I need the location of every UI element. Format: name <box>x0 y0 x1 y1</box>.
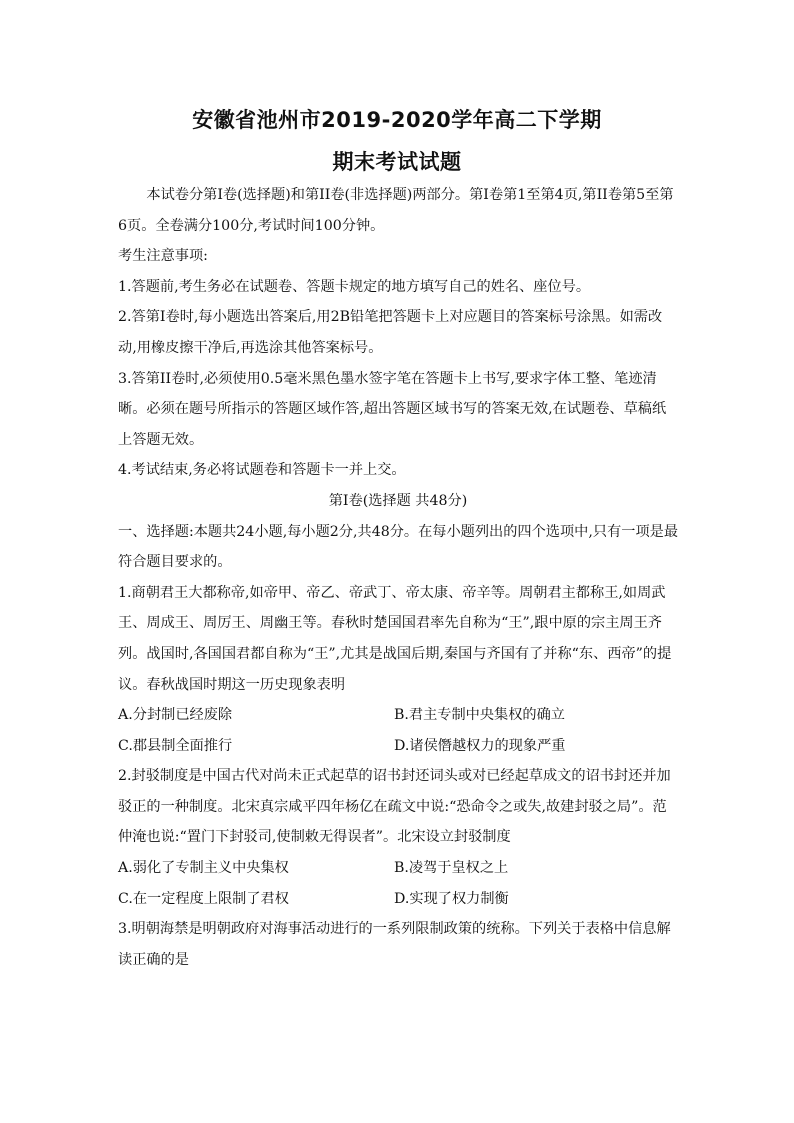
exam-subtitle: 期末考试试题 <box>332 150 462 174</box>
option-d: D.实现了权力制衡 <box>394 890 509 907</box>
options-row <box>118 884 678 915</box>
question-stem: 3.明朝海禁是明朝政府对海事活动进行的一系列限制政策的统称。下列关于表格中信息解读正确的是 <box>118 921 671 968</box>
options-row <box>118 853 678 884</box>
option-c: C.在一定程度上限制了君权 <box>118 890 289 907</box>
intro-paragraph: 本试卷分第I卷(选择题)和第II卷(非选择题)两部分。第I卷第1至第4页,第II卷第5至第6页。全卷满分100分,考试时间100分钟。 <box>118 187 674 234</box>
note-item: 1.答题前,考生务必在试题卷、答题卡规定的地方填写自己的姓名、座位号。 <box>118 278 591 295</box>
note-item: 3.答第II卷时,必须使用0.5毫米黑色墨水签字笔在答题卡上书写,要求字体工整、笔迹清晰。必须在题号所指示的答题区域作答,超出答题区域书写的答案无效,在试题卷、草稿纸上答题无效。 <box>118 370 667 448</box>
part1-heading: 第I卷(选择题 共48分) <box>328 492 468 509</box>
exam-title: 安徽省池州市2019-2020学年高二下学期 <box>192 108 602 132</box>
option-b: B.凌驾于皇权之上 <box>394 860 509 877</box>
options-row <box>118 731 678 762</box>
section1-instruction: 一、选择题:本题共24小题,每小题2分,共48分。在每小题列出的四个选项中,只有一项是最符合题目要求的。 <box>118 523 679 571</box>
question-stem: 1.商朝君王大都称帝,如帝甲、帝乙、帝武丁、帝太康、帝辛等。周朝君主都称王,如周武王、周成王、周厉王、周幽王等。春秋时楚国国君率先自称为“王”,跟中原的宗主周王齐列。战国时,各国国君都自称为“王”,尤其是战国后期,秦国与齐国有了并称“东、西帝”的提议。春秋战国时期这一历史现象表明 <box>118 584 672 693</box>
options-row <box>118 700 678 731</box>
question-stem: 2.封驳制度是中国古代对尚未正式起草的诏书封还词头或对已经起草成文的诏书封还并加驳正的一种制度。北宋真宗咸平四年杨亿在疏文中说:“恐命令之或失,故建封驳之局”。范仲淹也说:“置门下封驳司,使制敕无得误者”。北宋设立封驳制度 <box>118 768 671 846</box>
option-c: C.郡县制全面推行 <box>118 737 233 754</box>
notes-heading: 考生注意事项: <box>118 248 208 265</box>
note-item: 4.考试结束,务必将试题卷和答题卡一并上交。 <box>118 462 406 479</box>
option-b: B.君主专制中央集权的确立 <box>394 707 565 724</box>
option-a: A.弱化了专制主义中央集权 <box>118 860 289 877</box>
option-d: D.诸侯僭越权力的现象严重 <box>394 737 566 754</box>
note-item: 2.答第I卷时,每小题选出答案后,用2B铅笔把答题卡上对应题目的答案标号涂黑。如需改动,用橡皮擦干净后,再选涂其他答案标号。 <box>118 309 663 356</box>
exam-body <box>118 180 678 975</box>
option-a: A.分封制已经废除 <box>118 707 233 724</box>
